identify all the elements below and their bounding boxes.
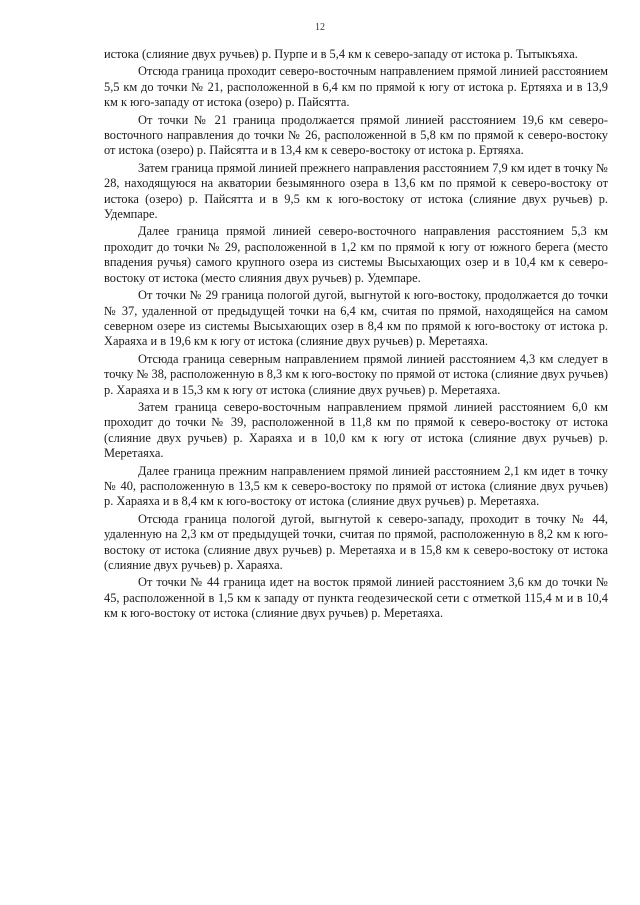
paragraph-point-29: Далее граница прямой линией северо-восточного направления расстоянием 5,3 км проходит до точки № 29, расположенной в 1,2 км по прямой к югу от южного берега (место впадения ручья) самого крупного озера из системы Высыхающих озер и в 10,4 км к северо-востоку от истока (место слияния двух ручьев) р. Удемпаре. <box>104 224 608 285</box>
paragraph-continuation: истока (слияние двух ручьев) р. Пурпе и в 5,4 км к северо-западу от истока р. Тытыкъяха. <box>104 47 578 61</box>
paragraph-point-21: Отсюда граница проходит северо-восточным направлением прямой линией расстоянием 5,5 км до точки № 21, расположенной в 6,4 км по прямой к югу от истока р. Ертяяха и в 13,9 км к юго-западу от истока (озеро) р. Пайсятта. <box>104 64 608 110</box>
document-body <box>104 47 608 624</box>
paragraph-point-38: Отсюда граница северным направлением прямой линией расстоянием 4,3 км следует в точку № 38, расположенную в 8,3 км к юго-востоку по прямой от истока (слияние двух ручьев) р. Хараяха и в 15,3 км к югу от истока (слияние двух ручьев) р. Меретаяха. <box>104 351 608 397</box>
paragraph-point-28: Затем граница прямой линией прежнего направления расстоянием 7,9 км идет в точку № 28, находящуюся на акватории безымянного озера в 13,6 км по прямой к северо-востоку от истока (озеро) р. Пайсятта и в 9,5 км к юго-востоку от истока (слияние двух ручьев) р. Удемпаре. <box>104 160 608 222</box>
paragraph-point-40: Далее граница прежним направлением прямой линией расстоянием 2,1 км идет в точку № 40, расположенную в 13,5 км к северо-востоку по прямой от истока (слияние двух ручьев) р. Хараяха и в 8,4 км к юго-востоку от истока (слияние двух ручьев) р. Меретаяха. <box>104 463 608 509</box>
page-number: 12 <box>315 22 325 33</box>
paragraph-point-39: Затем граница северо-восточным направлением прямой линией расстоянием 6,0 км проходит до точки № 39, расположенной в 11,8 км по прямой к северо-востоку от истока (слияние двух ручьев) р. Хараяха и в 10,0 км к югу от истока (слияние двух ручьев) р. Меретаяха. <box>104 399 608 461</box>
paragraph-point-37: От точки № 29 граница пологой дугой, выгнутой к юго-востоку, продолжается до точки № 37, удаленной от предыдущей точки на 6,4 км, считая по прямой, находящейся на самом северном озере из системы Высыхающих озер в 8,4 км по прямой к юго-востоку от истока р. Хараяха и в 19,6 км к югу от истока (слияние двух ручьев) р. Меретаяха. <box>104 288 608 349</box>
paragraph-point-45: От точки № 44 граница идет на восток прямой линией расстоянием 3,6 км до точки № 45, расположенной в 1,5 км к западу от пункта геодезической сети с отметкой 115,4 м и в 10,4 км к юго-востоку от истока (слияние двух ручьев) р. Меретаяха. <box>104 575 608 621</box>
paragraph-point-44: Отсюда граница пологой дугой, выгнутой к северо-западу, проходит в точку № 44, удаленную на 2,3 км от предыдущей точки, считая по прямой, расположенную в 8,2 км к юго-востоку от истока (слияние двух ручьев) р. Меретаяха и в 15,8 км к северо-востоку от истока (слияние двух ручьев) р. Хараяха. <box>104 511 608 572</box>
paragraph-point-26: От точки № 21 граница продолжается прямой линией расстоянием 19,6 км северо-восточного направления до точки № 26, расположенной в 5,8 км по прямой к северо-востоку от истока (озеро) р. Пайсятта и в 13,4 км к северо-востоку от истока р. Ертяяха. <box>104 112 608 158</box>
